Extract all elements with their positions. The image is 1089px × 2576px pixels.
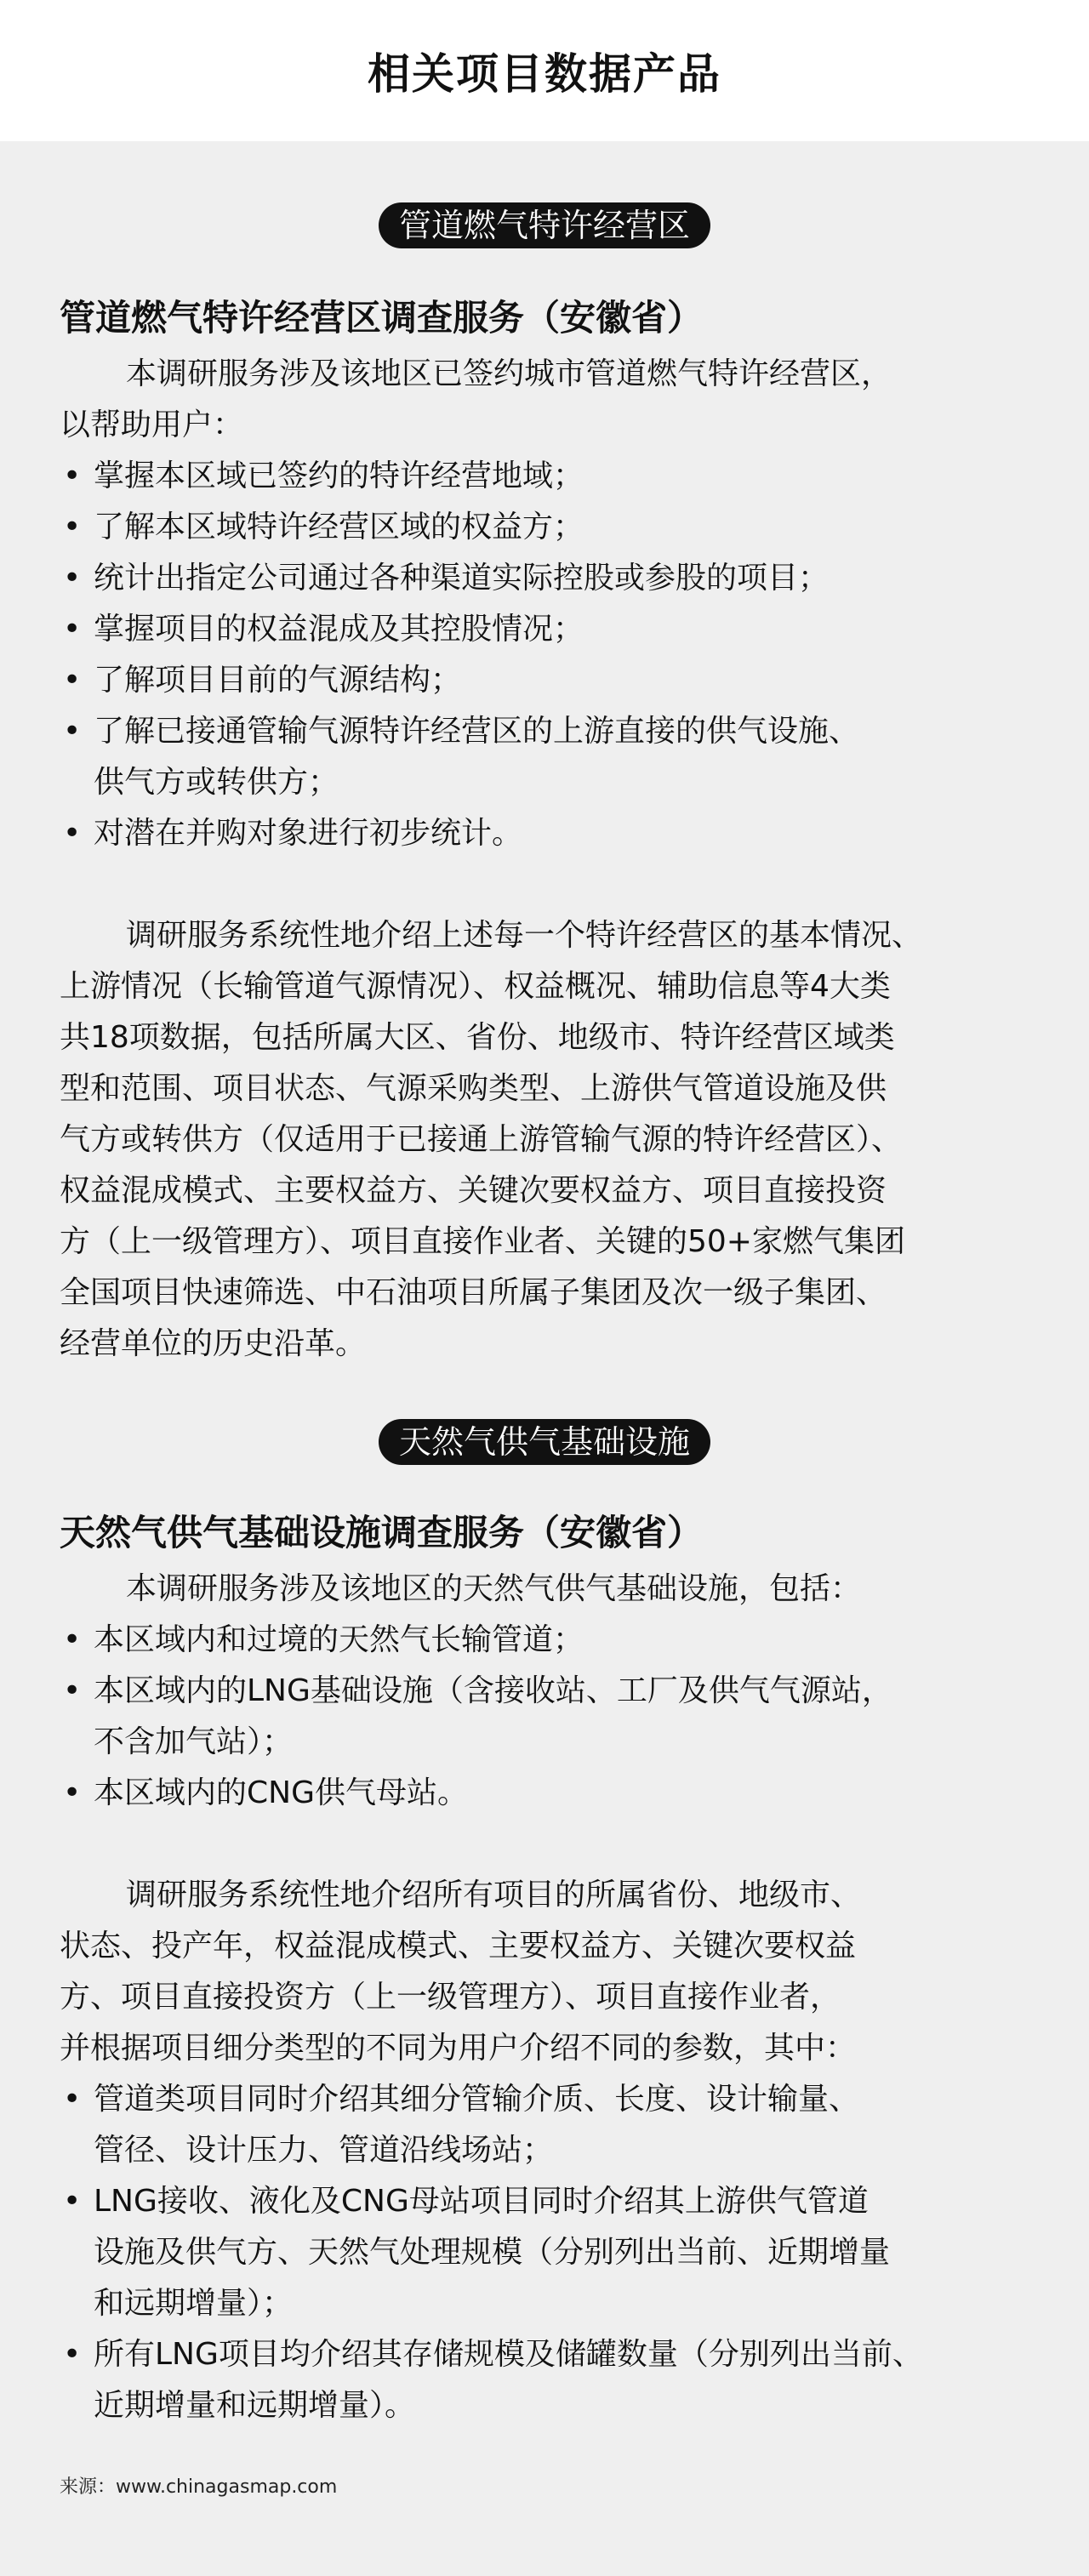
section1-detail-paragraph xyxy=(60,910,1029,1370)
bullet-icon: • xyxy=(63,1673,82,1708)
list-item: • 统计出指定公司通过各种渠道实际控股或参股的项目； xyxy=(60,553,1029,604)
section2-detail-paragraph xyxy=(60,1870,1029,2074)
section-tag-wrapper-infrastructure xyxy=(60,1419,1029,1465)
text-line: 共18项数据，包括所属大区、省份、地级市、特许经营区域类 xyxy=(60,1020,895,1055)
text-line: 权益混成模式、主要权益方、关键次要权益方、项目直接投资 xyxy=(60,1173,887,1208)
section-tag-pipeline: 管道燃气特许经营区 xyxy=(379,202,710,248)
list-item: • 本区域内的LNG基础设施（含接收站、工厂及供气气源站， 不含加气站）； xyxy=(60,1666,1029,1768)
bullet-icon: • xyxy=(63,2337,82,2372)
list-item: • 所有LNG项目均介绍其存储规模及储罐数量（分别列出当前、 近期增量和远期增量）。 xyxy=(60,2329,1029,2431)
list-item: • 对潜在并购对象进行初步统计。 xyxy=(60,808,1029,859)
section2-sub-bullet-list xyxy=(60,2074,1029,2431)
section1-bullet-list xyxy=(60,451,1029,859)
source-note: 来源：www.chinagasmap.com xyxy=(60,2476,338,2498)
bullet-icon: • xyxy=(63,510,82,544)
text-line: 上游情况（长输管道气源情况）、权益概况、辅助信息等4大类 xyxy=(60,969,891,1004)
bullet-icon: • xyxy=(63,612,82,647)
text-line: 全国项目快速筛选、中石油项目所属子集团及次一级子集团、 xyxy=(60,1275,887,1310)
section-heading-infrastructure: 天然气供气基础设施调查服务（安徽省） xyxy=(60,1512,704,1553)
bullet-icon: • xyxy=(63,714,82,749)
text-line: 方（上一级管理方）、项目直接作业者、关键的50+家燃气集团 xyxy=(60,1224,905,1259)
bullet-icon: • xyxy=(63,816,82,851)
text-line: 经营单位的历史沿革。 xyxy=(60,1326,367,1361)
text-line: 型和范围、项目状态、气源采购类型、上游供气管道设施及供 xyxy=(60,1071,887,1106)
list-item: • 本区域内和过境的天然气长输管道； xyxy=(60,1615,1029,1666)
text-line: 气方或转供方（仅适用于已接通上游管输气源的特许经营区）、 xyxy=(60,1122,903,1157)
bullet-icon: • xyxy=(63,561,82,596)
text-line: 调研服务系统性地介绍上述每一个特许经营区的基本情况、 xyxy=(126,918,923,953)
list-item: • 了解本区域特许经营区域的权益方； xyxy=(60,502,1029,553)
bullet-icon: • xyxy=(63,2082,82,2117)
section2-intro-line1: 本调研服务涉及该地区的天然气供气基础设施，包括： xyxy=(126,1571,862,1606)
list-item: • 了解项目目前的气源结构； xyxy=(60,655,1029,706)
section1-intro-line2: 以帮助用户： xyxy=(60,407,244,442)
list-item: • LNG接收、液化及CNG母站项目同时介绍其上游供气管道 设施及供气方、天然气处理规模（分别列出当前、近期增量 和远期增量）； xyxy=(60,2176,1029,2329)
text-line: 调研服务系统性地介绍所有项目的所属省份、地级市、 xyxy=(126,1878,862,1912)
section2-bullet-list xyxy=(60,1615,1029,1819)
bullet-icon: • xyxy=(63,1775,82,1810)
main-content xyxy=(0,202,1089,2499)
list-item: • 掌握本区域已签约的特许经营地域； xyxy=(60,451,1029,502)
text-line: 状态、投产年，权益混成模式、主要权益方、关键次要权益 xyxy=(60,1929,857,1963)
text-line: 方、项目直接投资方（上一级管理方）、项目直接作业者， xyxy=(60,1980,841,2015)
list-item: • 本区域内的CNG供气母站。 xyxy=(60,1768,1029,1819)
list-item: • 掌握项目的权益混成及其控股情况； xyxy=(60,604,1029,655)
text-line: 并根据项目细分类型的不同为用户介绍不同的参数，其中： xyxy=(60,2031,857,2066)
section1-intro-line1: 本调研服务涉及该地区已签约城市管道燃气特许经营区， xyxy=(126,356,892,391)
page-header xyxy=(0,0,1089,141)
list-item: • 了解已接通管输气源特许经营区的上游直接的供气设施、 供气方或转供方； xyxy=(60,706,1029,808)
list-item: • 管道类项目同时介绍其细分管输介质、长度、设计输量、 管径、设计压力、管道沿线场站； xyxy=(60,2074,1029,2176)
bullet-icon: • xyxy=(63,1622,82,1657)
bullet-icon: • xyxy=(63,2184,82,2219)
section-tag-wrapper-pipeline xyxy=(60,202,1029,248)
bullet-icon: • xyxy=(63,663,82,698)
bullet-icon: • xyxy=(63,459,82,493)
section-heading-pipeline: 管道燃气特许经营区调查服务（安徽省） xyxy=(60,297,704,339)
page-title: 相关项目数据产品 xyxy=(368,49,721,99)
section-tag-infrastructure: 天然气供气基础设施 xyxy=(379,1419,710,1465)
